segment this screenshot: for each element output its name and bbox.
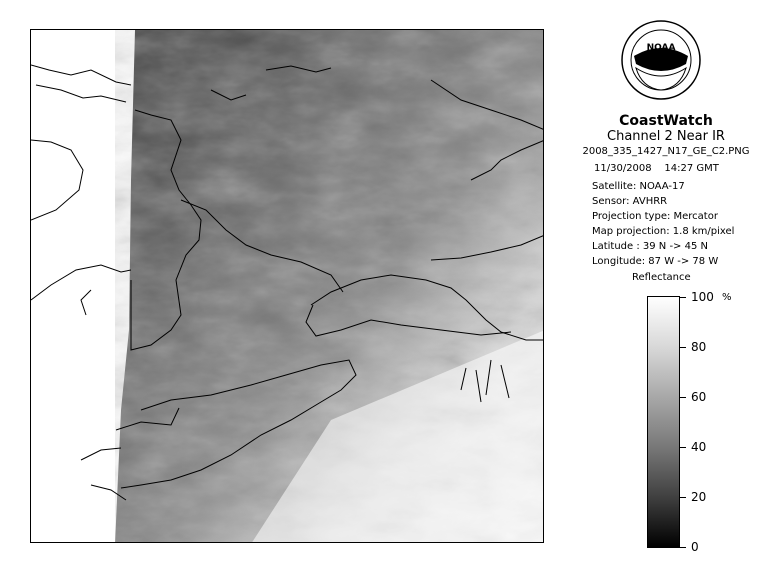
tick-mark xyxy=(680,447,686,448)
tick-label: 100 xyxy=(691,290,714,304)
date-time xyxy=(594,163,719,174)
info-satellite: Satellite: NOAA-17 xyxy=(592,181,685,192)
file-name: 2008_335_1427_N17_GE_C2.PNG xyxy=(582,146,750,157)
satellite-image xyxy=(30,29,544,543)
info-longitude: Longitude: 87 W -> 78 W xyxy=(592,256,719,267)
app-title: CoastWatch xyxy=(619,113,713,129)
noaa-logo-icon xyxy=(620,18,702,108)
tick-label: 0 xyxy=(691,540,699,554)
tick-mark xyxy=(680,547,686,548)
tick-label: 40 xyxy=(691,440,707,454)
tick-label: 20 xyxy=(691,490,707,504)
tick-mark xyxy=(680,297,686,298)
time: 14:27 GMT xyxy=(664,163,719,174)
svg-text:NOAA: NOAA xyxy=(646,43,676,53)
satellite-image-svg xyxy=(31,30,544,543)
tick-mark xyxy=(680,497,686,498)
scale-unit: % xyxy=(722,292,732,303)
tick-mark xyxy=(680,397,686,398)
tick-label: 60 xyxy=(691,390,707,404)
info-sensor: Sensor: AVHRR xyxy=(592,196,668,207)
tick-label: 80 xyxy=(691,340,707,354)
info-map-projection: Map projection: 1.8 km/pixel xyxy=(592,226,735,237)
info-projection-type: Projection type: Mercator xyxy=(592,211,718,222)
scale-label: Reflectance xyxy=(632,272,691,283)
date: 11/30/2008 xyxy=(594,163,652,174)
tick-mark xyxy=(680,347,686,348)
colorbar xyxy=(647,296,680,548)
noaa-logo xyxy=(620,18,702,108)
channel-subtitle: Channel 2 Near IR xyxy=(607,129,725,144)
info-latitude: Latitude : 39 N -> 45 N xyxy=(592,241,708,252)
